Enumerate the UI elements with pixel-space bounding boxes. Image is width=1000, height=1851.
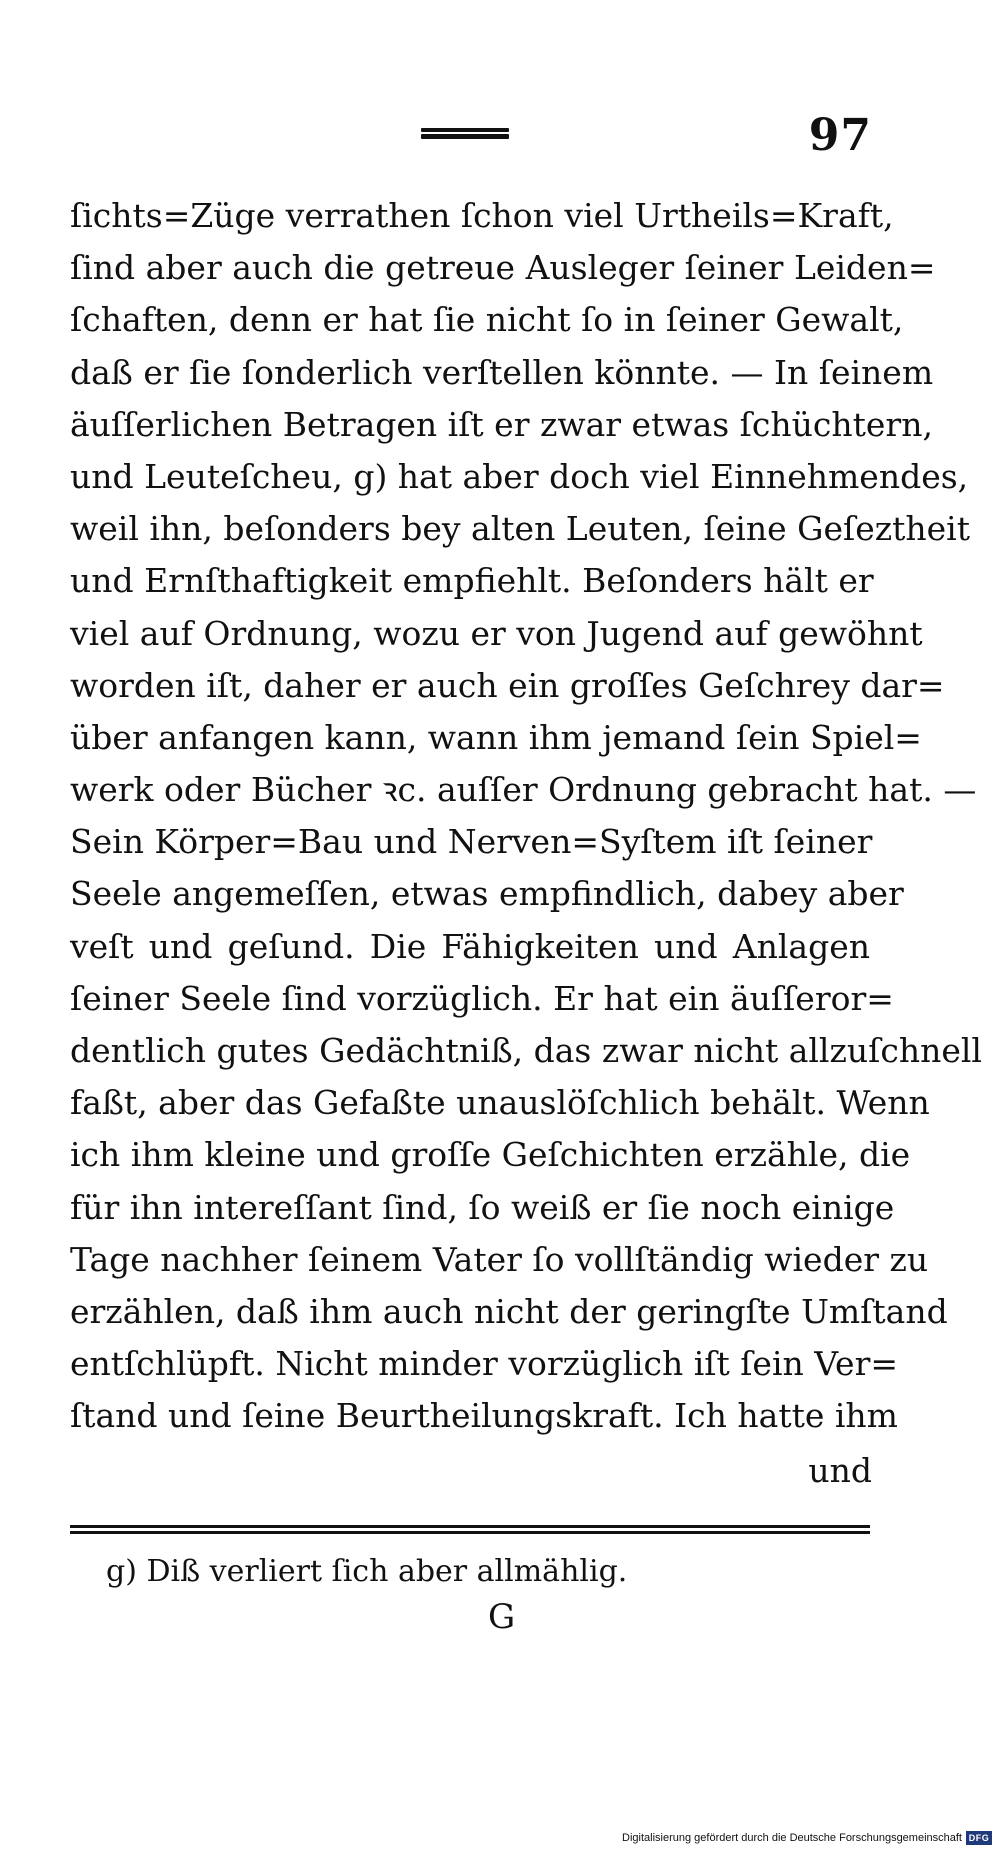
text-line: daß er ſie ſonderlich verſtellen könnte. — In ſeinem (70, 352, 934, 392)
text-line: über anfangen kann, wann ihm jemand ſein Spiel= (70, 717, 922, 757)
text-line: veſt und geſund. Die Fähigkeiten und Anlagen (70, 926, 870, 966)
text-line: ſind aber auch die getreue Ausleger ſeiner Leiden= (70, 248, 936, 288)
text-line: und Leuteſcheu, g) hat aber doch viel Einnehmendes, (70, 456, 969, 496)
text-line: Seele angemeſſen, etwas empfindlich, dabey aber (70, 874, 904, 914)
text-line: und Ernſthaftigkeit empfiehlt. Beſonders hält er (70, 561, 874, 601)
footnote: g) Diß verliert ſich aber allmählig. (106, 1554, 628, 1589)
text-line: weil ihn, beſonders bey alten Leuten, ſeine Geſeztheit (70, 509, 970, 549)
text-line: ſchaften, denn er hat ſie nicht ſo in ſeiner Gewalt, (70, 300, 904, 340)
text-line: viel auf Ordnung, wozu er von Jugend auf gewöhnt (70, 613, 923, 653)
text-line: faßt, aber das Gefaßte unauslöſchlich behält. Wenn (70, 1083, 930, 1123)
text-line: werk oder Bücher ꝛc. auſſer Ordnung gebracht hat. — (70, 770, 977, 810)
text-line: äuſſerlichen Betragen iſt er zwar etwas ſchüchtern, (70, 404, 933, 444)
signature-mark: G (488, 1597, 516, 1637)
text-line: Sein Körper=Bau und Nerven=Syſtem iſt ſeiner (70, 822, 873, 862)
text-line: ich ihm kleine und groſſe Geſchichten erzähle, die (70, 1135, 911, 1175)
credit-text: Digitalisierung gefördert durch die Deutsche Forschungsgemeinschaft (622, 1832, 962, 1844)
text-line: dentlich gutes Gedächtniß, das zwar nicht allzuſchnell (70, 1031, 982, 1070)
text-line: für ihn intereſſant ſind, ſo weiß er ſie noch einige (70, 1187, 895, 1227)
catchword: und (808, 1451, 872, 1490)
text-line: ſichts=Züge verrathen ſchon viel Urtheils=Kraft, (70, 196, 894, 235)
page-number: 97 (808, 110, 872, 161)
text-line: erzählen, daß ihm auch nicht der geringſte Umſtand (70, 1291, 948, 1331)
footnote-divider (70, 1525, 870, 1537)
text-line: Tage nachher ſeinem Vater ſo vollſtändig wieder zu (70, 1239, 929, 1279)
text-line: entſchlüpft. Nicht minder vorzüglich iſt ſein Ver= (70, 1344, 899, 1384)
text-line: ſtand und ſeine Beurtheilungskraft. Ich hatte ihm (70, 1396, 898, 1436)
text-line: ſeiner Seele ſind vorzüglich. Er hat ein äuſſeror= (70, 978, 894, 1018)
header-ornament-rule (421, 128, 509, 144)
digitization-credit (622, 1831, 992, 1845)
body-text (70, 190, 982, 1443)
text-line: worden iſt, daher er auch ein groſſes Geſchrey dar= (70, 665, 945, 705)
dfg-logo-icon: DFG (966, 1831, 992, 1845)
